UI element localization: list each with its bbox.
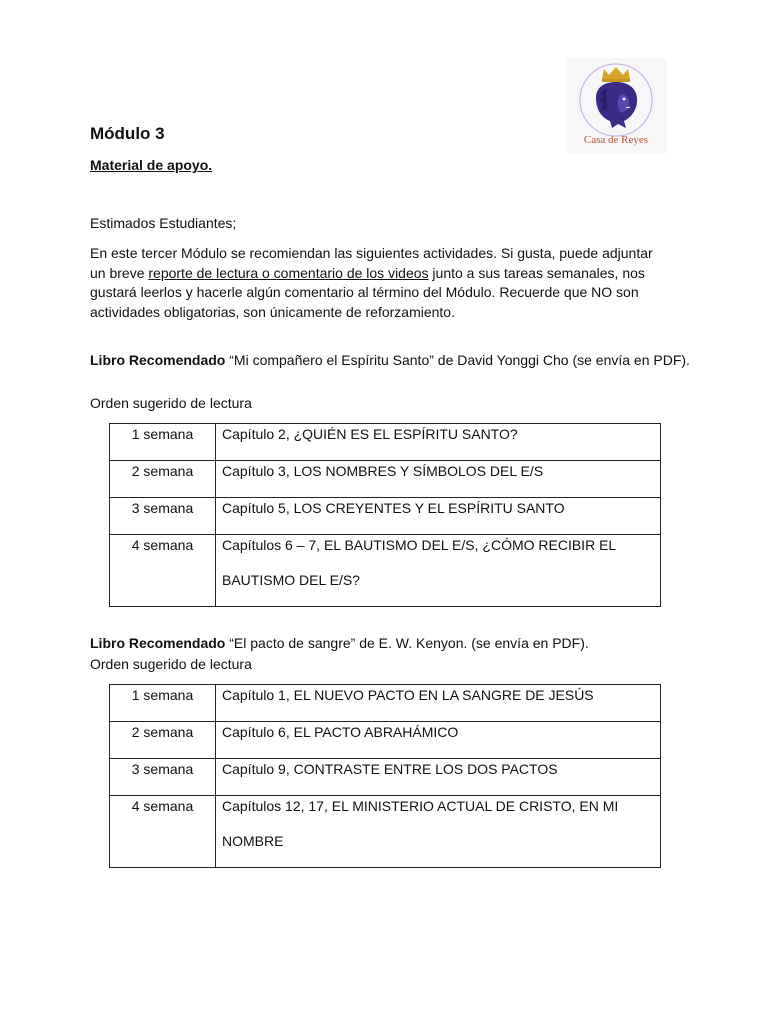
reading-table-2	[109, 684, 661, 868]
table-row	[110, 722, 661, 759]
book-label: Libro Recomendado	[90, 635, 226, 651]
week-cell: 1 semana	[110, 685, 216, 722]
week-cell: 4 semana	[110, 535, 216, 607]
intro-underlined-text: reporte de lectura o comentario de los videos	[148, 264, 429, 281]
table-row	[110, 424, 661, 461]
week-cell: 4 semana	[110, 796, 216, 868]
book-label: Libro Recomendado	[90, 352, 226, 368]
chapter-cell: Capítulo 9, CONTRASTE ENTRE LOS DOS PACTOS	[216, 759, 661, 796]
book-description: “El pacto de sangre” de E. W. Kenyon. (se envía en PDF).	[225, 635, 589, 651]
intro-paragraph	[90, 244, 660, 322]
chapter-cell: Capítulo 5, LOS CREYENTES Y EL ESPÍRITU SANTO	[216, 498, 661, 535]
reading-table-1	[109, 423, 661, 607]
chapter-cell: Capítulos 6 – 7, EL BAUTISMO DEL E/S, ¿CÓMO RECIBIR EL BAUTISMO DEL E/S?	[216, 535, 661, 607]
page-subtitle: Material de apoyo.	[90, 157, 213, 173]
page-title: Módulo 3	[90, 124, 165, 143]
table-row	[110, 498, 661, 535]
chapter-cell: Capítulo 2, ¿QUIÉN ES EL ESPÍRITU SANTO?	[216, 424, 661, 461]
week-cell: 1 semana	[110, 424, 216, 461]
intro-text-start: En este tercer Módulo se recomiendan las siguientes actividades. Si gusta, puede adjuntar un breve	[90, 245, 653, 281]
week-cell: 2 semana	[110, 461, 216, 498]
book-description: “Mi compañero el Espíritu Santo” de David Yonggi Cho (se envía en PDF).	[225, 352, 690, 368]
table-row	[110, 759, 661, 796]
chapter-cell: Capítulo 3, LOS NOMBRES Y SÍMBOLOS DEL E/S	[216, 461, 661, 498]
greeting: Estimados Estudiantes;	[90, 215, 237, 231]
book-recommendation-2	[90, 633, 690, 654]
chapter-cell: Capítulo 1, EL NUEVO PACTO EN LA SANGRE DE JESÚS	[216, 685, 661, 722]
reading-order-label-1: Orden sugerido de lectura	[90, 395, 252, 411]
casa-de-reyes-logo	[566, 58, 667, 154]
week-cell: 2 semana	[110, 722, 216, 759]
reading-order-label-2: Orden sugerido de lectura	[90, 656, 252, 672]
week-cell: 3 semana	[110, 498, 216, 535]
book-recommendation-1	[90, 350, 690, 371]
table-row	[110, 461, 661, 498]
table-row	[110, 685, 661, 722]
intro-text-end: junto a sus tareas semanales, nos gustará leerlos y hacerle algún comentario al término del Módulo. Recuerde que NO son actividades obligatorias, son únicamente de reforzamiento.	[90, 264, 645, 320]
table-row	[110, 535, 661, 607]
chapter-cell: Capítulos 12, 17, EL MINISTERIO ACTUAL DE CRISTO, EN MI NOMBRE	[216, 796, 661, 868]
week-cell: 3 semana	[110, 759, 216, 796]
table-row	[110, 796, 661, 868]
lion-crown-icon	[566, 58, 667, 154]
chapter-cell: Capítulo 6, EL PACTO ABRAHÁMICO	[216, 722, 661, 759]
svg-text:Casa de Reyes: Casa de Reyes	[583, 134, 649, 146]
